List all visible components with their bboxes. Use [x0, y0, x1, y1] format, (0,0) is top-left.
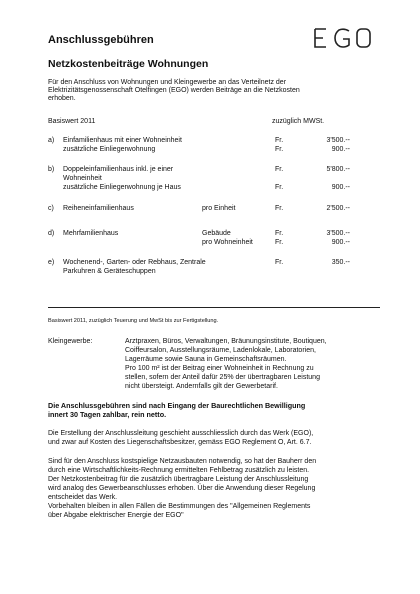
item-c-unit: pro Einheit: [202, 205, 236, 212]
item-e-line-1: Wochenend-, Garten- oder Rebhaus, Zentrale: [63, 259, 206, 266]
intro-line-3: erhoben.: [48, 95, 76, 102]
para2-line-5: entscheidet das Werk.: [48, 494, 118, 501]
kleingewerbe-line-3: Lagerräume sowie Sauna in Gemeinschaftsräumen.: [125, 356, 287, 363]
item-b-amount-3: 900.--: [331, 184, 350, 191]
kleingewerbe-line-6: nicht übersteigt. Andernfalls gilt der Gewerbetarif.: [125, 383, 278, 390]
para2-line-7: über Abgabe elektrischer Energie der EGO": [48, 512, 184, 519]
ego-logo: [312, 27, 374, 49]
item-letter-c: c): [48, 205, 54, 212]
item-e-currency: Fr.: [275, 259, 284, 266]
item-letter-b: b): [48, 166, 55, 173]
item-d-unit-2: pro Wohneinheit: [202, 239, 253, 246]
item-letter-a: a): [48, 137, 55, 144]
item-b-currency-1: Fr.: [275, 166, 284, 173]
item-d-line-1: Mehrfamilienhaus: [63, 230, 119, 237]
item-b-line-3: zusätzliche Einliegerwohnung je Haus: [63, 184, 181, 191]
para2-line-6: Vorbehalten bleiben in allen Fällen die Bestimmungen des "Allgemeinen Reglements: [48, 503, 311, 510]
item-e-line-2: Parkuhren & Geräteschuppen: [63, 268, 156, 275]
payment-notice-line-2: innert 30 Tagen zahlbar, rein netto.: [48, 410, 167, 419]
para1-line-1: Die Erstellung der Anschlussleitung geschieht ausschliesslich durch das Werk (EGO),: [48, 430, 314, 437]
item-a-line-1: Einfamilienhaus mit einer Wohneinheit: [63, 137, 182, 144]
intro-line-1: Für den Anschluss von Wohnungen und Kleingewerbe an das Verteilnetz der: [48, 79, 287, 86]
payment-notice-line-1: Die Anschlussgebühren sind nach Eingang der Baurechtlichen Bewilligung: [48, 401, 306, 410]
item-a-currency-2: Fr.: [275, 146, 284, 153]
item-d-amount-1: 3'500.--: [326, 230, 350, 237]
item-b-currency-3: Fr.: [275, 184, 284, 191]
item-c-currency: Fr.: [275, 205, 284, 212]
item-b-amount-1: 5'800.--: [326, 166, 350, 173]
divider-line: [48, 307, 380, 308]
basis-label: Basiswert 2011: [48, 118, 96, 125]
para1-line-2: und zwar auf Kosten des Liegenschaftsbesitzer, gemäss EGO Reglement O, Art. 6.7.: [48, 439, 312, 446]
item-d-amount-2: 900.--: [331, 239, 350, 246]
intro-line-2: Elektrizitätsgenossenschaft Otelfingen (EGO) werden Beiträge an die Netzkosten: [48, 87, 300, 94]
item-c-line-1: Reiheneinfamilienhaus: [63, 205, 134, 212]
kleingewerbe-line-5: stellen, sofern der Anteil dafür 25% der übertragbaren Leistung: [125, 374, 320, 381]
kleingewerbe-line-4: Pro 100 m² ist der Beitrag einer Wohneinheit in Rechnung zu: [125, 365, 314, 372]
kleingewerbe-label: Kleingewerbe:: [48, 338, 93, 345]
item-d-currency-2: Fr.: [275, 239, 284, 246]
item-d-currency-1: Fr.: [275, 230, 284, 237]
basis-note: zuzüglich MWSt.: [272, 118, 325, 125]
item-d-unit-1: Gebäude: [202, 230, 231, 237]
page-title: Anschlussgebühren: [48, 34, 154, 46]
section-title: Netzkostenbeiträge Wohnungen: [48, 58, 209, 70]
item-a-currency-1: Fr.: [275, 137, 284, 144]
item-e-amount: 350.--: [331, 259, 350, 266]
para2-line-3: Der Netzkostenbeitrag für die zusätzlich übertragbare Leistung der Anschlussleitung: [48, 476, 309, 483]
item-a-amount-1: 3'500.--: [326, 137, 350, 144]
item-letter-d: d): [48, 230, 55, 237]
item-c-amount: 2'500.--: [326, 205, 350, 212]
para2-line-4: wird analog des Gewerbeanschlusses erhoben. Über die Anwendung dieser Regelung: [48, 485, 316, 492]
footnote: Basiswert 2011, zuzüglich Teuerung und MwSt bis zur Fertigstellung.: [48, 318, 219, 324]
item-b-line-2: Wohneinheit: [63, 175, 102, 182]
item-b-line-1: Doppeleinfamilienhaus inkl. je einer: [63, 166, 174, 173]
item-a-line-2: zusätzliche Einliegerwohnung: [63, 146, 156, 153]
para2-line-2: durch eine Wirtschaftlichkeits-Rechnung ermittelten Fehlbetrag zusätzlich zu leisten.: [48, 467, 310, 474]
para2-line-1: Sind für den Anschluss kostspielige Netzausbauten notwendig, so hat der Bauherr den: [48, 458, 317, 465]
item-a-amount-2: 900.--: [331, 146, 350, 153]
item-letter-e: e): [48, 259, 55, 266]
kleingewerbe-line-2: Coiffeursalon, Ausstellungsräume, Ladenlokale, Laboratorien,: [125, 347, 316, 354]
kleingewerbe-line-1: Arztpraxen, Büros, Verwaltungen, Bräunungsinstitute, Boutiquen,: [125, 338, 327, 345]
